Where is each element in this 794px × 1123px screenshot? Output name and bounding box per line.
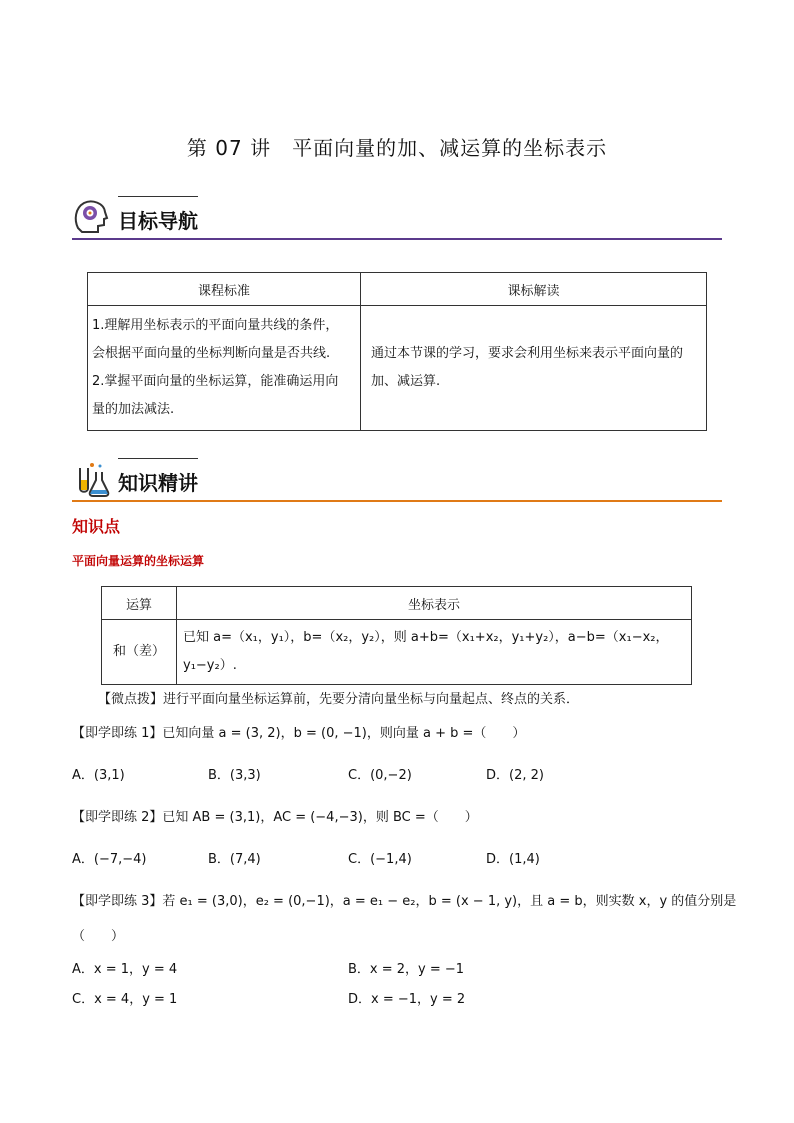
exercise-3-option-a: A．x = 1，y = 4 — [72, 962, 178, 977]
standards-right-line: 加、减运算. — [371, 374, 441, 389]
exercise-1-option-a: A．(3,1) — [72, 768, 125, 783]
exercise-3-option-b: B．x = 2，y = −1 — [348, 962, 465, 977]
exercise-2-option-a: A．(−7,−4) — [72, 852, 147, 867]
standards-table — [87, 272, 707, 431]
standards-right-line: 通过本节课的学习，要求会利用坐标来表示平面向量的 — [371, 346, 684, 361]
exercise-3-option-c: C．x = 4，y = 1 — [72, 992, 178, 1007]
brain-head-icon — [72, 198, 110, 236]
exercise-2-option-c: C．(−1,4) — [348, 852, 412, 867]
subheading: 平面向量运算的坐标运算 — [72, 554, 205, 568]
coord-row-line: 已知 a=（x₁，y₁），b=（x₂，y₂），则 a+b=（x₁+x₂，y₁+y₂），a−b=（x₁−x₂， — [183, 630, 669, 645]
coord-row-line: y₁−y₂）. — [183, 658, 237, 673]
exercise-1-stem: 【即学即练 1】已知向量 a = (3, 2)，b = (0, −1)，则向量 a + b =（ ） — [72, 726, 526, 741]
standards-left-line: 2.掌握平面向量的坐标运算，能准确运用向 — [92, 374, 339, 389]
exercise-3-stem-cont: （ ） — [72, 929, 125, 944]
section-knowledge-label: 知识精讲 — [118, 471, 198, 495]
exercise-1-option-c: C．(0,−2) — [348, 768, 412, 783]
section-goal-header — [72, 196, 722, 240]
section-knowledge-header — [72, 458, 722, 502]
exercise-2-option-d: D．(1,4) — [486, 852, 540, 867]
lab-flask-icon — [72, 460, 110, 498]
coord-row-label: 和（差） — [102, 620, 177, 685]
coord-table — [101, 586, 692, 685]
standards-header-left: 课程标准 — [88, 273, 361, 306]
exercise-2-option-b: B．(7,4) — [208, 852, 261, 867]
coord-row-content — [177, 620, 692, 685]
exercise-3-stem: 【即学即练 3】若 e₁ = (3,0)，e₂ = (0,−1)，a = e₁ − e₂，b = (x − 1, y)，且 a = b，则实数 x，y 的值分别是 — [72, 894, 737, 909]
coord-header-repr: 坐标表示 — [177, 587, 692, 620]
section-goal-rule — [72, 238, 722, 240]
standards-right-cell — [361, 306, 707, 431]
tip-text: 【微点拨】进行平面向量坐标运算前，先要分清向量坐标与向量起点、终点的关系． — [98, 692, 580, 707]
coord-header-op: 运算 — [102, 587, 177, 620]
page-title: 第 07 讲 平面向量的加、减运算的坐标表示 — [186, 136, 608, 160]
standards-left-line: 量的加法减法. — [92, 402, 175, 417]
standards-header-right: 课标解读 — [361, 273, 707, 306]
exercise-1-option-b: B．(3,3) — [208, 768, 261, 783]
section-goal-label: 目标导航 — [118, 209, 198, 233]
exercise-3-option-d: D．x = −1，y = 2 — [348, 992, 466, 1007]
standards-left-cell — [88, 306, 361, 431]
exercise-2-stem: 【即学即练 2】已知 AB = (3,1)，AC = (−4,−3)，则 BC =（ ） — [72, 810, 478, 825]
knowledge-point-heading: 知识点 — [72, 517, 121, 536]
standards-left-line: 会根据平面向量的坐标判断向量是否共线. — [92, 346, 331, 361]
exercise-1-option-d: D．(2, 2) — [486, 768, 544, 783]
standards-left-line: 1.理解用坐标表示的平面向量共线的条件， — [92, 318, 339, 333]
section-knowledge-rule — [72, 500, 722, 502]
